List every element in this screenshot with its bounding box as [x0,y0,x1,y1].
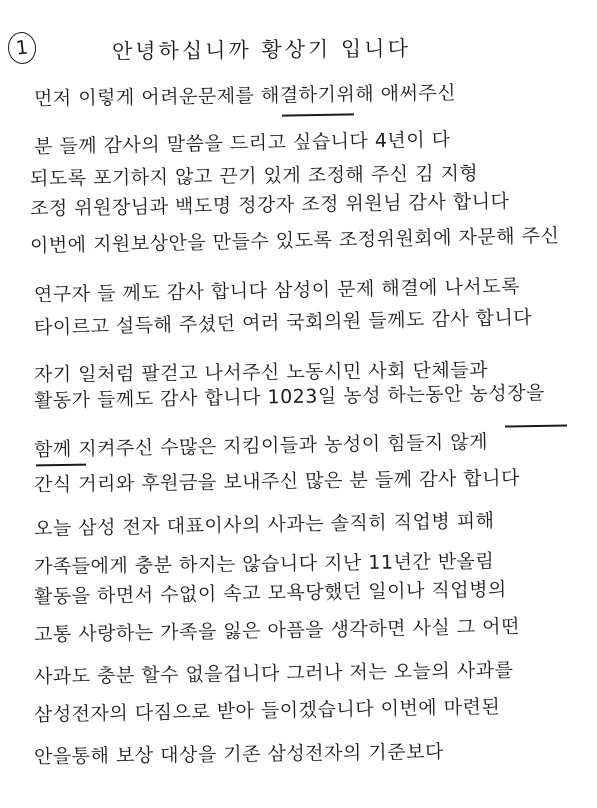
letter-line: 함께 지켜주신 수많은 지킴이들과 농성이 힘들지 않게 [33,431,489,461]
letter-line: 조정 위원장님과 백도명 정강자 조정 위원님 감사 합니다 [29,190,510,220]
underline-stroke [505,424,567,427]
letter-greeting-title: 안녕하십니까 황상기 입니다 [111,36,411,64]
letter-line: 되도록 포기하지 않고 끈기 있게 조정해 주신 김 지형 [29,162,479,190]
underline-stroke [282,113,354,116]
circled-page-number: 1 [6,31,37,66]
underline-stroke [36,464,86,466]
letter-line: 타이르고 설득해 주셨던 여러 국회의원 들께도 감사 합니다 [33,306,533,339]
letter-line: 안을통해 보상 대상을 기존 삼성전자의 기준보다 [33,740,444,768]
letter-line: 분 들께 감사의 말씀을 드리고 싶습니다 4년이 다 [33,128,451,158]
letter-line: 고통 사랑하는 가족을 잃은 아픔을 생각하면 사실 그 어떤 [33,615,521,646]
letter-line: 활동을 하면서 수없이 속고 모욕당했던 일이나 직업병의 [33,578,507,608]
letter-line: 삼성전자의 다짐으로 받아 들이겠습니다 이번에 마련된 [33,695,501,726]
letter-line: 사과도 충분 할수 없을겁니다 그러나 저는 오늘의 사과를 [33,659,514,688]
letter-line: 자기 일처럼 팔걷고 나서주신 노동시민 사회 단체들과 [33,359,489,386]
letter-line: 간식 거리와 후원금을 보내주신 많은 분 들께 감사 합니다 [33,467,521,496]
letter-line: 먼저 이렇게 어려운문제를 해결하기위해 애써주신 [33,82,457,110]
letter-line: 활동가 들께도 감사 합니다 1023일 농성 하는동안 농성장을 [33,381,546,412]
letter-line: 연구자 들 께도 감사 합니다 삼성이 문제 해결에 나서도록 [33,275,521,306]
letter-line: 이번에 지원보상안을 만들수 있도록 조정위원회에 자문해 주신 [29,224,560,257]
letter-line: 오늘 삼성 전자 대표이사의 사과는 솔직히 직업병 피해 [33,509,495,540]
letter-line: 가족들에게 충분 하지는 않습니다 지난 11년간 반올림 [33,550,495,578]
